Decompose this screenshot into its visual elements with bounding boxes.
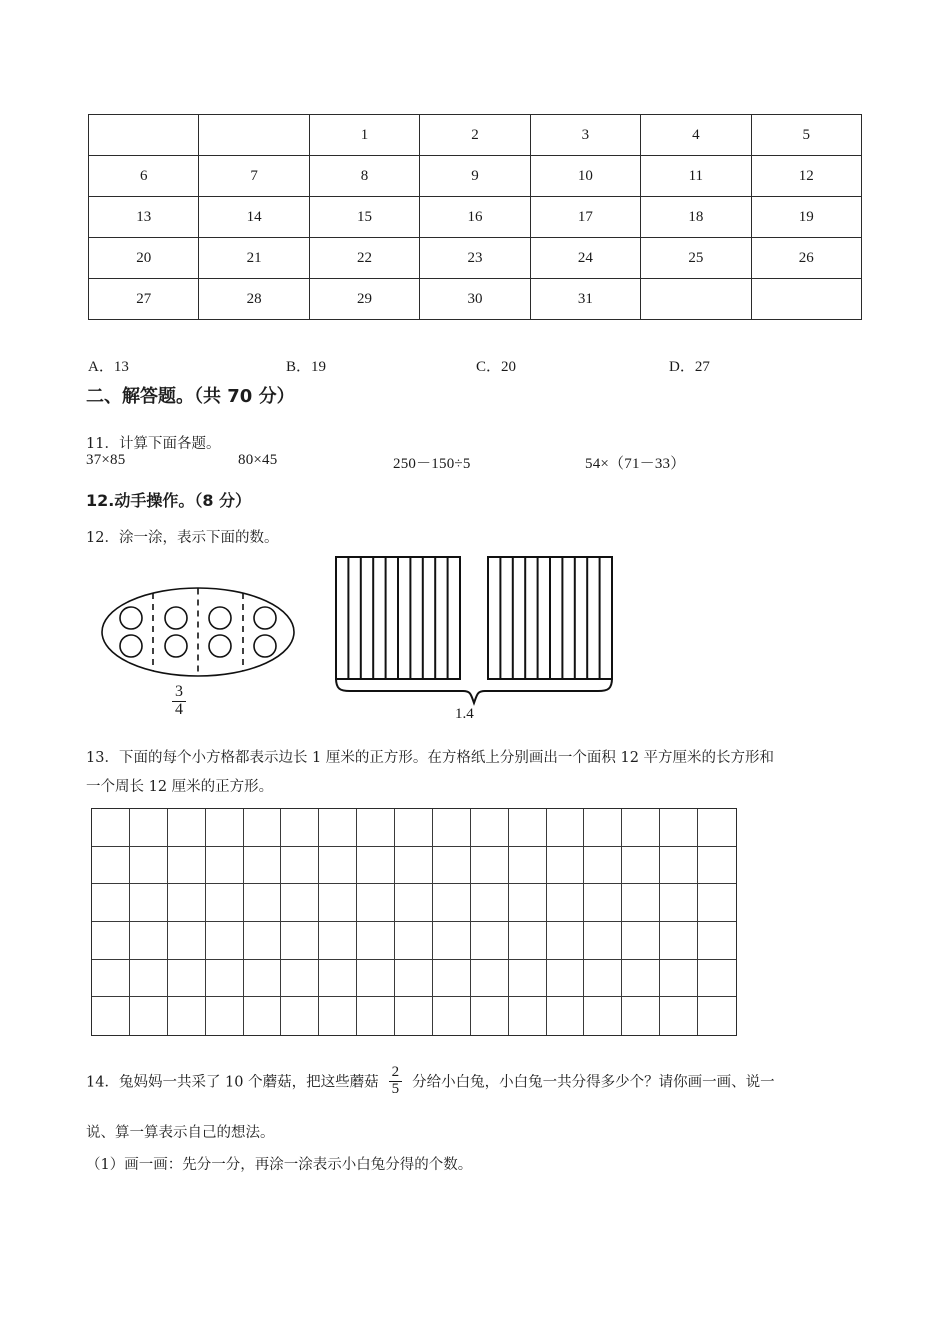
grid-cell[interactable] <box>244 960 282 998</box>
table-row <box>89 115 862 156</box>
grid-cell[interactable] <box>92 960 130 998</box>
grid-cell[interactable] <box>622 809 660 847</box>
calendar-cell: 22 <box>309 238 419 279</box>
calendar-body <box>89 115 862 320</box>
calendar-cell: 26 <box>751 238 861 279</box>
grid-cell[interactable] <box>547 960 585 998</box>
grid-cell[interactable] <box>357 884 395 922</box>
fraction-denominator: 4 <box>172 701 186 719</box>
grid-cell[interactable] <box>281 922 319 960</box>
grid-cell[interactable] <box>698 960 736 998</box>
grid-cell[interactable] <box>92 809 130 847</box>
option-c[interactable]: C．20 <box>476 359 517 375</box>
grid-cell[interactable] <box>130 884 168 922</box>
grid-cell[interactable] <box>319 922 357 960</box>
grid-cell[interactable] <box>471 847 509 885</box>
grid-cell[interactable] <box>281 960 319 998</box>
token-circle <box>120 635 142 657</box>
grid-cell[interactable] <box>357 847 395 885</box>
grid-cell[interactable] <box>433 884 471 922</box>
calendar-cell: 7 <box>199 156 309 197</box>
calendar-table-wrapper <box>88 114 862 320</box>
question-11-prompt: 11．计算下面各题。 <box>86 436 221 452</box>
grid-cell[interactable] <box>92 922 130 960</box>
calendar-cell: 1 <box>309 115 419 156</box>
calendar-cell: 5 <box>751 115 861 156</box>
grid-cell[interactable] <box>509 884 547 922</box>
calendar-cell: 29 <box>309 279 419 320</box>
calendar-cell: 17 <box>530 197 640 238</box>
calendar-cell: 15 <box>309 197 419 238</box>
grid-cell[interactable] <box>547 997 585 1035</box>
calendar-cell: 31 <box>530 279 640 320</box>
grid-cell[interactable] <box>206 847 244 885</box>
grid-cell[interactable] <box>206 960 244 998</box>
grid-cell[interactable] <box>206 809 244 847</box>
grid-cell[interactable] <box>168 922 206 960</box>
grid-cell[interactable] <box>547 884 585 922</box>
grid-cell[interactable] <box>281 884 319 922</box>
fraction-two-fifths <box>389 1065 403 1098</box>
grid-cell[interactable] <box>281 997 319 1035</box>
grid-cell[interactable] <box>206 922 244 960</box>
grid-cell[interactable] <box>584 997 622 1035</box>
expression-2: 80×45 <box>238 452 278 468</box>
grid-cell[interactable] <box>395 847 433 885</box>
expression-1: 37×85 <box>86 452 126 468</box>
brace-label-1-4: 1.4 <box>455 706 474 722</box>
grid-cell[interactable] <box>244 809 282 847</box>
option-b[interactable]: B．19 <box>286 359 327 375</box>
calendar-cell: 28 <box>199 279 309 320</box>
calendar-cell <box>89 115 199 156</box>
calendar-cell: 23 <box>420 238 530 279</box>
question-14-line1 <box>86 1066 886 1099</box>
expression-3: 250－150÷5 <box>393 456 471 472</box>
token-circle <box>254 607 276 629</box>
grid-cell[interactable] <box>584 884 622 922</box>
fraction-numerator: 3 <box>175 683 183 700</box>
grid-cell[interactable] <box>660 809 698 847</box>
table-row <box>89 156 862 197</box>
grid-cell[interactable] <box>584 960 622 998</box>
calendar-cell: 6 <box>89 156 199 197</box>
grid-cell[interactable] <box>471 884 509 922</box>
grid-cell[interactable] <box>319 997 357 1035</box>
calendar-cell: 27 <box>89 279 199 320</box>
grid-cell[interactable] <box>168 847 206 885</box>
calendar-cell <box>751 279 861 320</box>
grid-cell[interactable] <box>584 922 622 960</box>
grid-cell[interactable] <box>168 884 206 922</box>
calendar-cell: 30 <box>420 279 530 320</box>
calendar-cell: 2 <box>420 115 530 156</box>
calendar-cell: 20 <box>89 238 199 279</box>
question-13-line2: 一个周长 12 厘米的正方形。 <box>86 779 274 795</box>
grid-cell[interactable] <box>130 847 168 885</box>
grid-cell[interactable] <box>547 847 585 885</box>
rectangle-right <box>488 557 612 679</box>
grid-cell[interactable] <box>319 960 357 998</box>
grid-cell[interactable] <box>130 922 168 960</box>
grid-cell[interactable] <box>168 960 206 998</box>
ellipse-circles-figure <box>98 582 298 682</box>
calendar-cell: 24 <box>530 238 640 279</box>
grid-cell[interactable] <box>509 809 547 847</box>
grid-cell[interactable] <box>244 847 282 885</box>
ellipse-diagram-svg <box>98 582 298 682</box>
grid-cell[interactable] <box>319 847 357 885</box>
question-12-prompt: 12．涂一涂，表示下面的数。 <box>86 530 279 546</box>
measurement-brace <box>330 676 620 710</box>
grid-cell[interactable] <box>471 922 509 960</box>
calendar-cell: 18 <box>641 197 751 238</box>
grid-cell[interactable] <box>395 960 433 998</box>
grid-cell[interactable] <box>395 997 433 1035</box>
grid-cell[interactable] <box>660 884 698 922</box>
grid-cell[interactable] <box>395 922 433 960</box>
calendar-cell: 19 <box>751 197 861 238</box>
grid-cell[interactable] <box>509 997 547 1035</box>
grid-cell[interactable] <box>357 997 395 1035</box>
grid-cell[interactable] <box>622 847 660 885</box>
grid-cell[interactable] <box>395 809 433 847</box>
grid-cell[interactable] <box>168 809 206 847</box>
grid-cell[interactable] <box>622 960 660 998</box>
grid-cell[interactable] <box>547 922 585 960</box>
grid-cell[interactable] <box>92 997 130 1035</box>
table-row <box>89 197 862 238</box>
question-14-sub1: （1）画一画：先分一分，再涂一涂表示小白兔分得的个数。 <box>86 1157 473 1173</box>
grid-cell[interactable] <box>509 847 547 885</box>
option-a[interactable]: A．13 <box>88 359 129 375</box>
calendar-cell: 4 <box>641 115 751 156</box>
calendar-cell: 3 <box>530 115 640 156</box>
grid-cell[interactable] <box>660 847 698 885</box>
grid-cell[interactable] <box>584 847 622 885</box>
grid-cell[interactable] <box>281 809 319 847</box>
token-circle <box>254 635 276 657</box>
table-row <box>89 238 862 279</box>
grid-cell[interactable] <box>130 960 168 998</box>
grid-cell[interactable] <box>281 847 319 885</box>
grid-cell[interactable] <box>357 922 395 960</box>
grid-cell[interactable] <box>471 997 509 1035</box>
token-circle <box>165 607 187 629</box>
section-two-heading: 二、解答题。（共 70 分） <box>86 386 295 407</box>
grid-cell[interactable] <box>244 997 282 1035</box>
grid-cell[interactable] <box>698 884 736 922</box>
calendar-cell: 14 <box>199 197 309 238</box>
token-circle <box>209 607 231 629</box>
token-circle <box>120 607 142 629</box>
grid-cell[interactable] <box>92 884 130 922</box>
grid-cell[interactable] <box>206 997 244 1035</box>
grid-cell[interactable] <box>168 997 206 1035</box>
grid-cell[interactable] <box>357 960 395 998</box>
calendar-table <box>88 114 862 320</box>
calendar-cell: 8 <box>309 156 419 197</box>
grid-cell[interactable] <box>660 960 698 998</box>
grid-cell[interactable] <box>471 809 509 847</box>
calendar-cell: 10 <box>530 156 640 197</box>
grid-cell[interactable] <box>433 922 471 960</box>
grid-paper[interactable] <box>91 808 737 1036</box>
table-row <box>89 279 862 320</box>
question-14-text-before: 14．兔妈妈一共采了 10 个蘑菇，把这些蘑菇 <box>86 1074 379 1091</box>
grid-cell[interactable] <box>698 809 736 847</box>
grid-cell[interactable] <box>660 922 698 960</box>
grid-cell[interactable] <box>433 997 471 1035</box>
calendar-cell <box>199 115 309 156</box>
calendar-cell: 13 <box>89 197 199 238</box>
grid-cell[interactable] <box>130 809 168 847</box>
calendar-cell: 12 <box>751 156 861 197</box>
question-11-expressions <box>86 452 876 473</box>
grid-cell[interactable] <box>130 997 168 1035</box>
grid-cell[interactable] <box>509 960 547 998</box>
grid-cell[interactable] <box>660 997 698 1035</box>
token-circle <box>165 635 187 657</box>
token-circle <box>209 635 231 657</box>
grid-cell[interactable] <box>433 960 471 998</box>
answer-options-row <box>88 355 862 376</box>
fraction-three-fourths <box>172 684 186 719</box>
grid-cell[interactable] <box>433 847 471 885</box>
fraction-numerator: 2 <box>391 1064 400 1080</box>
grid-cell[interactable] <box>698 997 736 1035</box>
grid-cell[interactable] <box>471 960 509 998</box>
question-14-line2: 说、算一算表示自己的想法。 <box>86 1125 275 1141</box>
grid-cell[interactable] <box>547 809 585 847</box>
grid-cell[interactable] <box>395 884 433 922</box>
question-12-heading: 12.动手操作。（8 分） <box>86 491 252 510</box>
brace-svg <box>330 676 620 710</box>
calendar-cell: 21 <box>199 238 309 279</box>
strips-diagram-svg <box>330 550 620 690</box>
question-13-line1: 13．下面的每个小方格都表示边长 1 厘米的正方形。在方格纸上分别画出一个面积 12 平方厘米的长方形和 <box>86 750 775 766</box>
option-d[interactable]: D．27 <box>669 359 710 375</box>
grid-cell[interactable] <box>433 809 471 847</box>
brace-path <box>336 678 612 703</box>
grid-cell[interactable] <box>319 809 357 847</box>
calendar-cell: 11 <box>641 156 751 197</box>
grid-cell[interactable] <box>622 884 660 922</box>
grid-cell[interactable] <box>698 847 736 885</box>
grid-cell[interactable] <box>244 922 282 960</box>
grid-cell[interactable] <box>244 884 282 922</box>
calendar-cell: 16 <box>420 197 530 238</box>
fraction-denominator: 5 <box>389 1081 403 1098</box>
question-14-text-after: 分给小白兔，小白兔一共分得多少个？请你画一画、说一 <box>412 1074 775 1091</box>
grid-cell[interactable] <box>357 809 395 847</box>
grid-cell[interactable] <box>92 847 130 885</box>
grid-cell[interactable] <box>319 884 357 922</box>
calendar-cell <box>641 279 751 320</box>
striped-rectangles-figure <box>330 550 620 690</box>
rectangle-left <box>336 557 460 679</box>
expression-4: 54×（71－33） <box>585 456 686 472</box>
calendar-cell: 9 <box>420 156 530 197</box>
calendar-cell: 25 <box>641 238 751 279</box>
grid-cell[interactable] <box>509 922 547 960</box>
grid-cell[interactable] <box>698 922 736 960</box>
grid-cell[interactable] <box>622 922 660 960</box>
grid-cell[interactable] <box>622 997 660 1035</box>
grid-cell[interactable] <box>206 884 244 922</box>
grid-cell[interactable] <box>584 809 622 847</box>
